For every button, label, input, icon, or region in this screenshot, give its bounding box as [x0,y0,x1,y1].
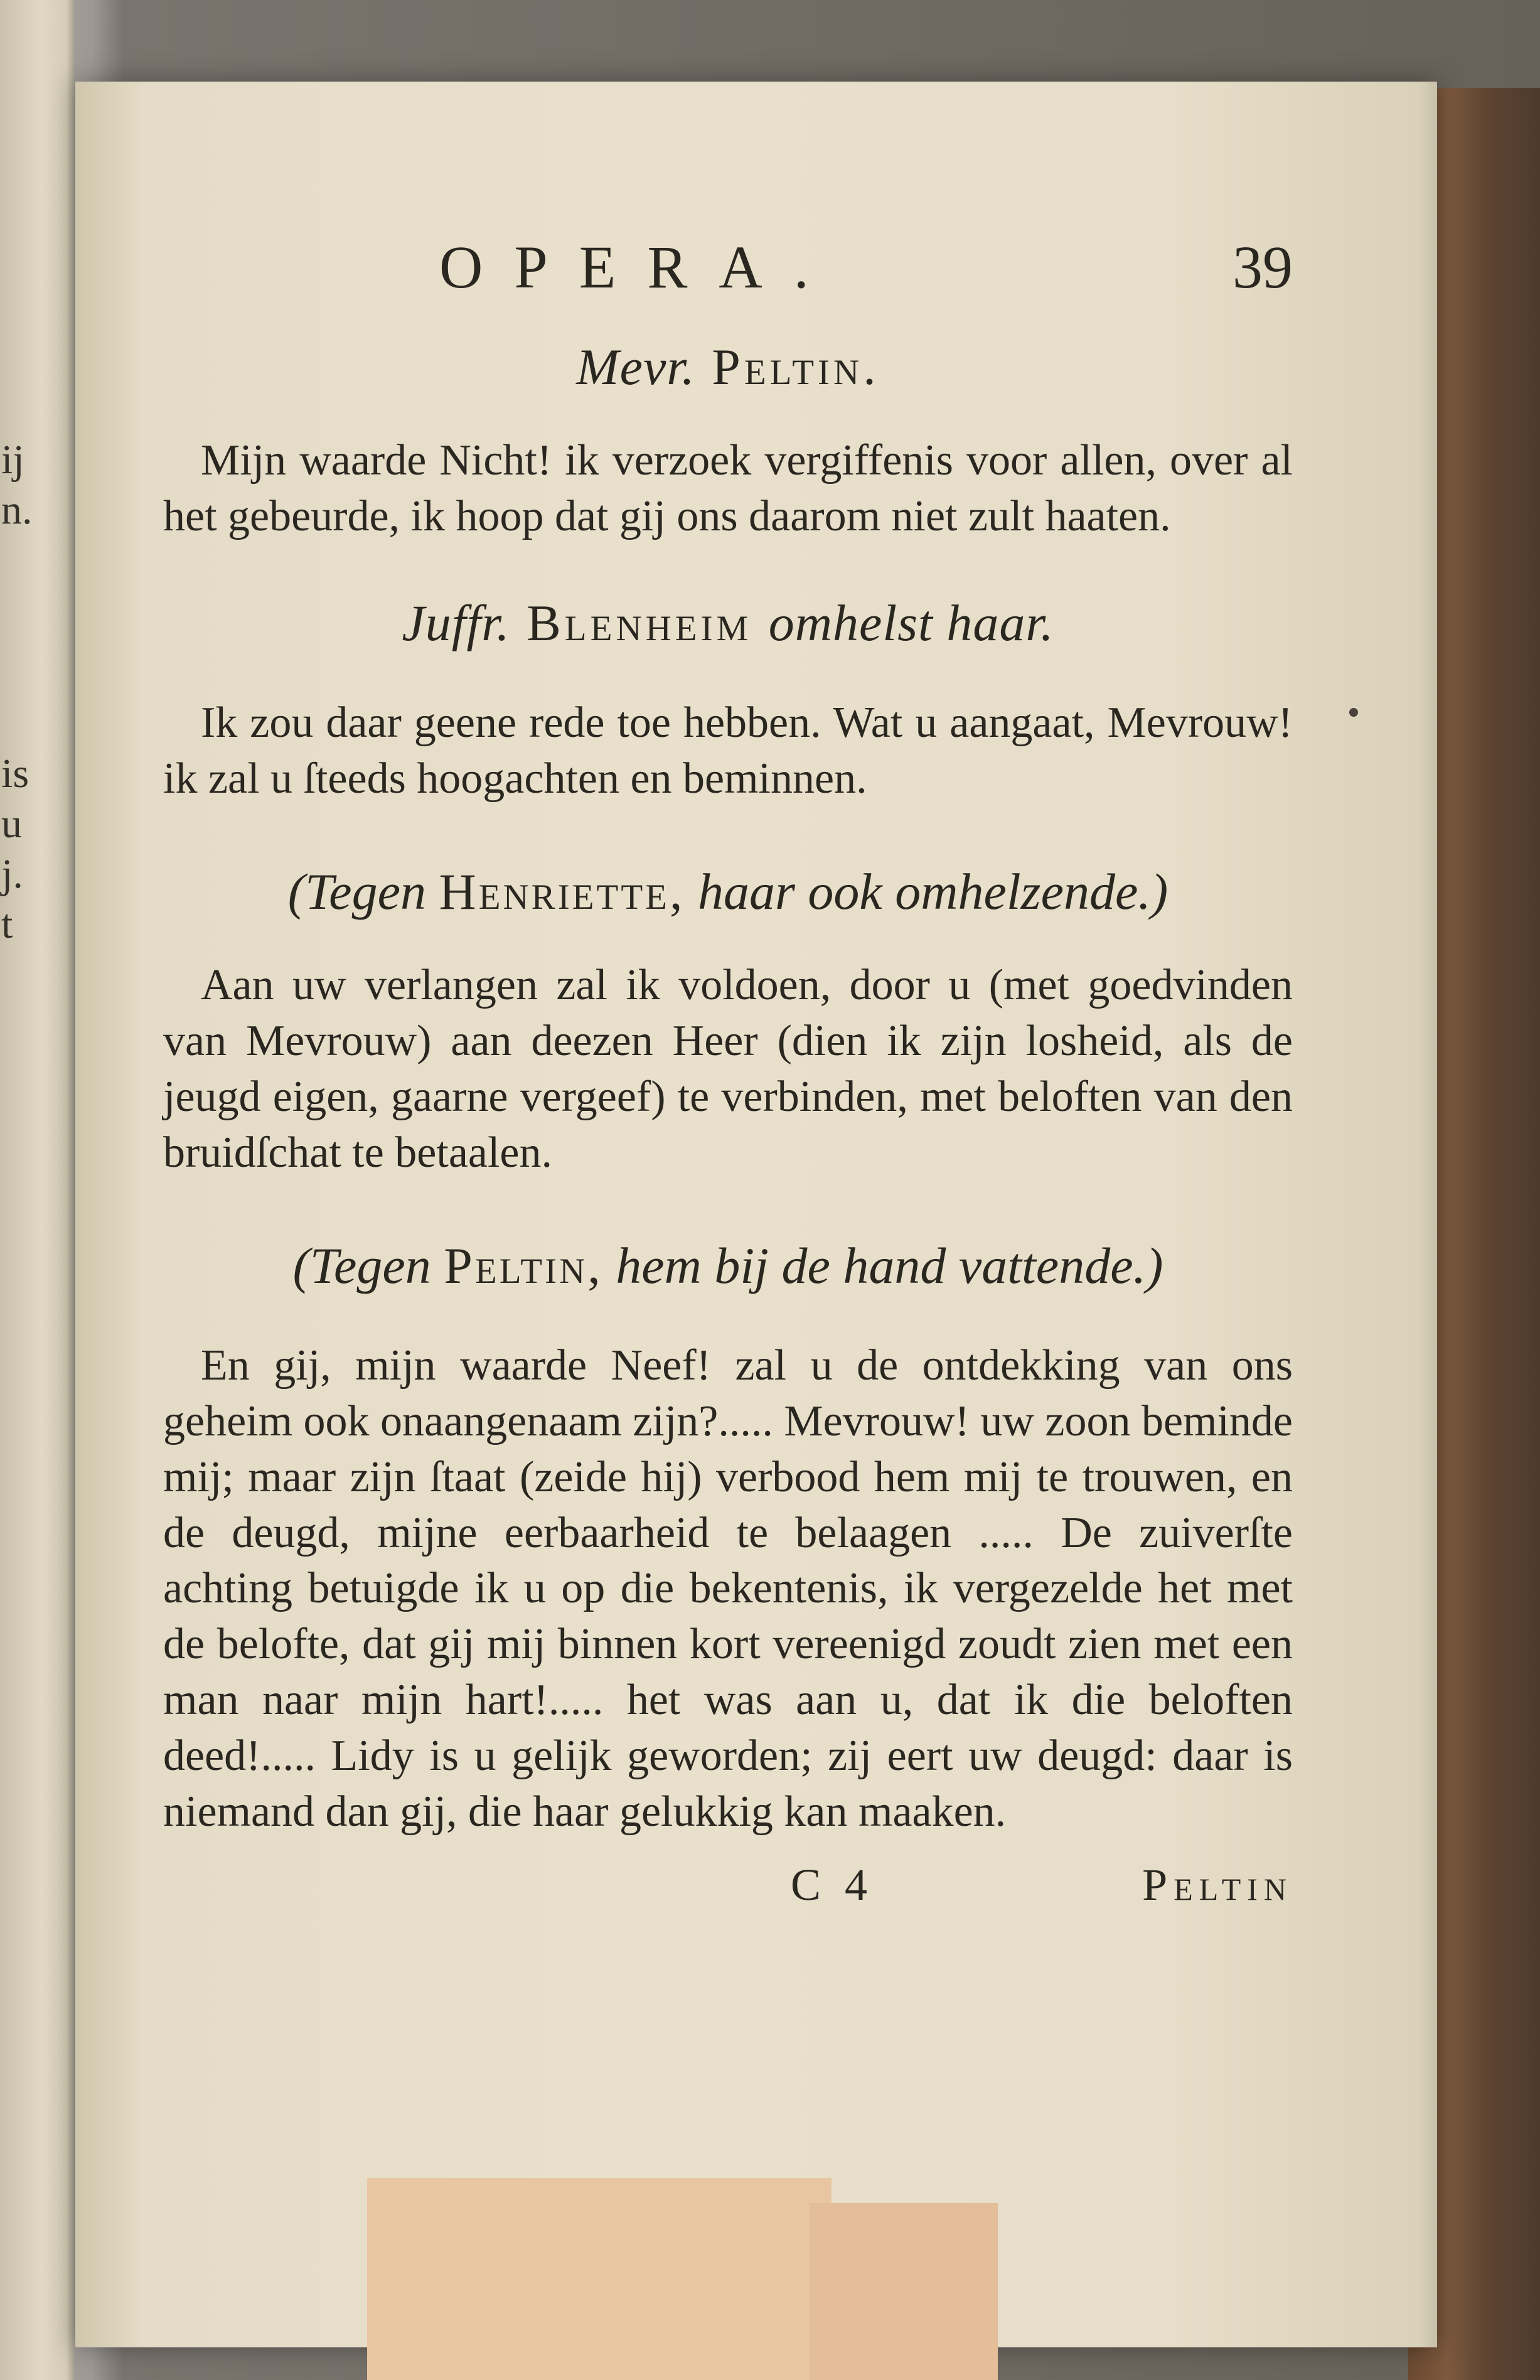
dialogue-paragraph: En gij, mijn waarde Neef! zal u de ontdekking van ons geheim ook onaangenaam zijn?..... Mevrouw! uw zoon beminde mij; maar zijn ſtaat (zeide hij) verbood hem mij te trouwen, en de deugd, mijne eerbaarheid te belaagen ..... De zuiverſte achting betuigde ik u op die bekentenis, ik vergezelde het met de belofte, dat gij mij binnen kort vereenigd zoudt zien met een man naar mijn hart!..... het was aan u, dat ik die beloften deed!..... Lidy is u gelijk geworden; zij eert uw deugd: daar is niemand dan gij, die haar gelukkig kan maaken. [163,1341,1293,1836]
stage-direction [163,1238,1293,1294]
page-number: 39 [1233,233,1293,301]
stage-direction [163,864,1293,920]
stage-character: Henriette, [439,862,685,920]
stage-prefix: (Tegen [287,862,426,920]
book-page [75,82,1437,2347]
stage-character: Peltin, [444,1236,603,1294]
stage-action: omhelst haar. [768,594,1054,651]
page-edge-shadow [1418,82,1437,2347]
running-title: OPERA. [439,233,840,301]
left-page-fragment: ij [1,437,24,483]
speaker-title: Mevr. [576,338,695,395]
page-footer [163,1859,1293,1928]
speaker-name: Peltin. [712,338,880,395]
stage-action: hem bij de hand vattende.) [616,1236,1163,1294]
left-page-fragment: is [1,751,29,796]
redaction-block [367,2178,831,2380]
speaker-heading [163,595,1293,651]
speaker-title: Juffr. [402,594,510,651]
left-page-fragment: t [1,901,13,947]
dialogue-paragraph: Mijn waarde Nicht! ik verzoek vergiffenis voor allen, over al het gebeurde, ik hoop dat gij ons daarom niet zult haaten. [163,436,1293,541]
left-page-fragment: u [1,801,22,847]
page-header [163,232,1293,326]
dialogue-paragraph: Ik zou daar geene rede toe hebben. Wat u aangaat, Mevrouw! ik zal u ſteeds hoogachten en beminnen. [163,699,1293,803]
catchword: Peltin [1142,1859,1293,1910]
page-content [163,232,1293,1928]
left-page-edge [0,0,74,2380]
stage-prefix: (Tegen [292,1236,431,1294]
signature-mark: C 4 [791,1859,874,1910]
left-page-fragment: j. [1,851,23,897]
ink-speck [1349,708,1358,717]
speaker-heading [163,339,1293,395]
dialogue-paragraph: Aan uw verlangen zal ik voldoen, door u (met goedvinden van Mevrouw) aan deezen Heer (dien ik zijn losheid, als de jeugd eigen, gaarne vergeef) te verbinden, met beloften van den bruidſchat te betaalen. [163,961,1293,1177]
speaker-name: Blenheim [527,594,752,651]
redaction-block [810,2203,998,2380]
left-page-fragment: n. [1,487,33,533]
stage-action: haar ook omhelzende.) [697,862,1168,920]
